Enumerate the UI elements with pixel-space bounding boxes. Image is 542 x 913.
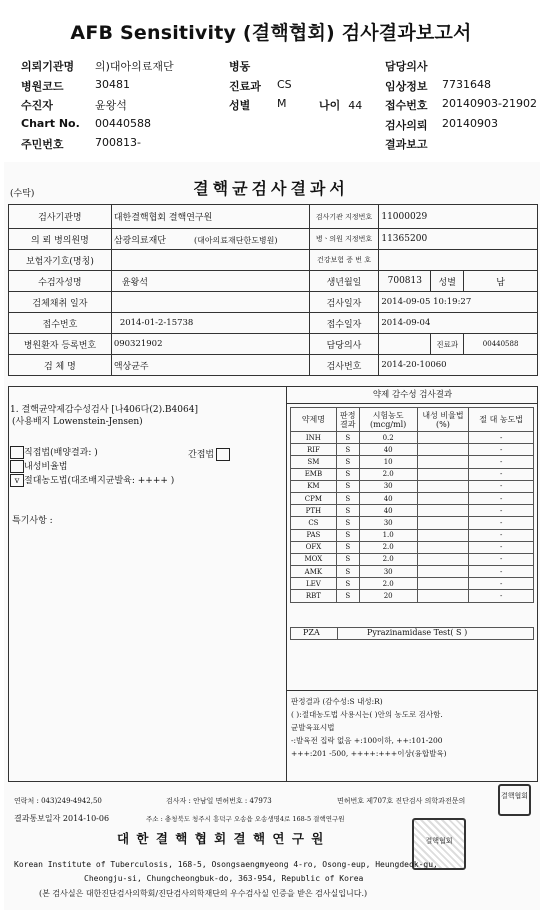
indirect-method-row — [188, 447, 230, 461]
drug-absolute: - — [469, 553, 534, 565]
direct-method-label: 직접법(배양결과: ) — [24, 448, 98, 458]
value-reception-no: 20140903-21902 — [442, 97, 537, 110]
legend-divider — [287, 690, 538, 691]
drug-table-caption: 약제 감수성 검사결과 — [287, 386, 538, 404]
value-hospital-code: 30481 — [95, 77, 130, 91]
footer-certification-note: (본 검사실은 대한진단검사의학회/진단검사의학재단의 우수검사실 인증을 받은 검사실입니다.) — [39, 889, 368, 898]
drug-name: CPM — [291, 492, 337, 504]
drug-resistance-ratio — [417, 492, 469, 504]
drug-resistance-ratio — [417, 444, 469, 456]
drug-resistance-ratio — [417, 553, 469, 565]
method-line1: 1. 결핵균약제감수성검사 [나406다(2).B4064] — [10, 405, 198, 415]
drug-judgement: S — [336, 553, 359, 565]
drug-concentration: 30 — [359, 566, 417, 578]
footer-english-2: Cheongju-si, Chungcheongbuk-do, 363-954, Republic of Korea — [84, 874, 364, 883]
drug-table-body — [291, 432, 534, 603]
cell-doctor-label: 담당의사 — [309, 334, 379, 355]
report-tag: (수탁) — [10, 189, 35, 199]
value-age: 44 — [348, 99, 363, 112]
drug-concentration: 40 — [359, 492, 417, 504]
drug-judgement: S — [336, 578, 359, 590]
pza-value: Pyrazinamidase Test( S ) — [367, 628, 468, 637]
label-result-report: 결과보고 — [385, 138, 428, 151]
resistance-method-checkbox[interactable] — [10, 460, 24, 473]
table-row — [9, 292, 538, 313]
cell-hospital-sub: (대아의료재단한도병원) — [193, 235, 278, 245]
value-clinical-info: 7731648 — [442, 77, 491, 91]
cell-birth-label: 생년월일 — [309, 271, 379, 292]
legend-line: +++:201 -500, ++++:+++이상(융합발육) — [291, 749, 447, 758]
drug-row — [291, 492, 534, 504]
header-concentration: 시험농도 (mcg/ml) — [359, 408, 417, 432]
drug-concentration: 10 — [359, 456, 417, 468]
drug-concentration: 2.0 — [359, 578, 417, 590]
institute-seal-text: 결핵협회 — [425, 837, 453, 845]
drug-row — [291, 480, 534, 492]
drug-resistance-ratio — [417, 541, 469, 553]
cell-sex-label: 성별 — [431, 271, 464, 292]
drug-resistance-ratio — [417, 578, 469, 590]
drug-name: RBT — [291, 590, 337, 602]
cell-sex-value: 남 — [464, 271, 538, 292]
footer-phone: 연락처 : 043)249-4942,50 — [14, 797, 102, 805]
cell-doctor-value — [379, 334, 431, 355]
footer-address: 주소 : 충청북도 청주시 흥덕구 오송읍 오송생명4로 168-5 결핵연구원 — [146, 815, 345, 823]
drug-row — [291, 553, 534, 565]
table-row — [9, 229, 538, 250]
legend-line: 균발육표시법 — [291, 723, 335, 732]
indirect-method-label: 간접법 — [188, 450, 215, 460]
cell-reception-value: 2014-01-2-15738 — [111, 313, 309, 334]
drug-name: LEV — [291, 578, 337, 590]
footer-english-1: Korean Institute of Tuberculosis, 168-5, Osongsaengmyeong 4-ro, Osong-eup, Heungdeok-gu, — [14, 860, 438, 869]
drug-judgement: S — [336, 590, 359, 602]
drug-concentration: 40 — [359, 505, 417, 517]
drug-concentration: 40 — [359, 444, 417, 456]
label-chart-no: Chart No. — [21, 116, 80, 130]
drug-absolute: - — [469, 480, 534, 492]
cell-lab-id-label: 검사기관 지정번호 — [309, 205, 379, 229]
cell-test-date-value: 2014-09-05 10:19:27 — [379, 292, 538, 313]
drug-name: AMK — [291, 566, 337, 578]
cell-insurer-label: 보험자기호(명칭) — [9, 250, 112, 271]
cell-patient-reg-label: 병원환자 등록번호 — [9, 334, 112, 355]
drug-absolute: - — [469, 432, 534, 444]
drug-absolute: - — [469, 578, 534, 590]
value-department: CS — [277, 77, 292, 91]
legend-line: -:발육전 집락 없음 +:100이하, ++:101-200 — [291, 736, 443, 745]
drug-table-header-row — [291, 408, 534, 432]
drug-concentration: 1.0 — [359, 529, 417, 541]
drug-row — [291, 468, 534, 480]
drug-resistance-ratio — [417, 529, 469, 541]
drug-judgement: S — [336, 541, 359, 553]
drug-row — [291, 529, 534, 541]
drug-name: PTH — [291, 505, 337, 517]
drug-name: EMB — [291, 468, 337, 480]
cell-lab-value: 대한결핵협회 결핵연구원 — [111, 205, 309, 229]
legend-line: 판정결과 (감수성:S 내성:R) — [291, 697, 383, 706]
value-request-date: 20140903 — [442, 116, 498, 130]
drug-absolute: - — [469, 505, 534, 517]
drug-judgement: S — [336, 505, 359, 517]
value-resident-no: 700813- — [95, 136, 141, 149]
drug-judgement: S — [336, 566, 359, 578]
drug-absolute: - — [469, 566, 534, 578]
drug-concentration: 30 — [359, 480, 417, 492]
direct-method-checkbox[interactable] — [10, 446, 24, 459]
drug-concentration: 2.0 — [359, 468, 417, 480]
method-line2: (사용배지 Lowenstein-Jensen) — [12, 417, 143, 427]
drug-absolute: - — [469, 590, 534, 602]
drug-resistance-ratio — [417, 590, 469, 602]
drug-name: RIF — [291, 444, 337, 456]
label-doctor: 담당의사 — [385, 60, 428, 73]
cell-name-label: 수검자성명 — [9, 271, 112, 292]
cell-hospital-id-label: 병ㆍ의원 지정번호 — [309, 229, 379, 250]
drug-absolute: - — [469, 444, 534, 456]
header-drug-name: 약제명 — [291, 408, 337, 432]
drug-row — [291, 432, 534, 444]
table-row — [9, 355, 538, 376]
cell-insurance-value — [379, 250, 538, 271]
drug-row — [291, 444, 534, 456]
drug-judgement: S — [336, 444, 359, 456]
header-resistance-ratio: 내성 비율법(%) — [417, 408, 469, 432]
patient-info-table — [8, 204, 538, 376]
drug-judgement: S — [336, 432, 359, 444]
cell-test-no-label: 검사번호 — [309, 355, 379, 376]
drug-resistance-ratio — [417, 456, 469, 468]
footer-inspector: 검사자 : 안남일 면허번호 : 47973 — [166, 797, 272, 805]
drug-row — [291, 456, 534, 468]
seal-text: 결핵협회 — [500, 792, 529, 800]
legend-line: ( ):절대농도법 사용시는( )안의 농도로 검사함. — [291, 710, 443, 719]
label-sex: 성별 — [229, 99, 251, 112]
section-divider — [286, 386, 287, 782]
drug-judgement: S — [336, 480, 359, 492]
cell-collect-value — [111, 292, 309, 313]
drug-resistance-ratio — [417, 505, 469, 517]
special-notes: 특기사항 : — [12, 516, 53, 526]
header-absolute-concentration: 절 대 농도법 — [469, 408, 534, 432]
scanned-report-title: 결핵균검사결과서 — [193, 179, 349, 198]
cell-hospital-value: 삼광의료재단 — [113, 235, 166, 246]
drug-resistance-ratio — [417, 566, 469, 578]
drug-name: INH — [291, 432, 337, 444]
drug-name: MOX — [291, 553, 337, 565]
cell-insurer-value — [111, 250, 309, 271]
drug-row — [291, 578, 534, 590]
cell-lab-id-value: 11000029 — [379, 205, 538, 229]
footer-organization: 대 한 결 핵 협 회 결 핵 연 구 원 — [117, 831, 325, 846]
drug-resistance-ratio — [417, 468, 469, 480]
label-age: 나이 — [319, 99, 341, 112]
cell-reception-date-label: 접수일자 — [309, 313, 379, 334]
cell-dept-value: 00440588 — [464, 334, 538, 355]
drug-name: OFX — [291, 541, 337, 553]
label-hospital-code: 병원코드 — [21, 79, 64, 93]
drug-absolute: - — [469, 492, 534, 504]
cell-collect-label: 검체채취 일자 — [9, 292, 112, 313]
value-institution: 의)대아의료재단 — [95, 60, 174, 73]
cell-patient-reg-value: 090321902 — [111, 334, 309, 355]
label-clinical-info: 임상정보 — [385, 79, 428, 93]
drug-concentration: 20 — [359, 590, 417, 602]
cell-insurance-label: 건강보험 증 번 호 — [309, 250, 379, 271]
pza-label: PZA — [303, 628, 320, 637]
drug-judgement: S — [336, 517, 359, 529]
label-department: 진료과 — [229, 79, 261, 93]
drug-name: SM — [291, 456, 337, 468]
drug-concentration: 0.2 — [359, 432, 417, 444]
value-sex: M — [277, 97, 287, 110]
header-left-column — [21, 58, 174, 156]
legend-block — [291, 695, 447, 760]
value-chart-no: 00440588 — [95, 116, 151, 130]
report-title: AFB Sensitivity (결핵협회) 검사결과보고서 — [70, 22, 472, 44]
drug-absolute: - — [469, 468, 534, 480]
label-ward: 병동 — [229, 60, 251, 73]
drug-judgement: S — [336, 468, 359, 480]
direct-method-row — [10, 445, 98, 459]
header-right-column — [385, 58, 537, 156]
director-seal — [498, 784, 531, 816]
footer-date: 결과통보일자 2014-10-06 — [14, 814, 110, 823]
drug-absolute: - — [469, 529, 534, 541]
pza-row — [290, 627, 534, 640]
footer-license: 면허번호 제707호 진단검사 의학과전문의 — [337, 797, 466, 805]
drug-absolute: - — [469, 456, 534, 468]
drug-judgement: S — [336, 492, 359, 504]
cell-reception-date-value: 2014-09-04 — [379, 313, 538, 334]
drug-susceptibility-table — [290, 407, 534, 603]
absolute-method-checkbox[interactable]: v — [10, 474, 24, 487]
cell-dept-label: 진료과 — [431, 334, 464, 355]
header-age — [319, 97, 362, 113]
table-row — [9, 313, 538, 334]
cell-hospital-label: 의 뢰 병의원명 — [9, 229, 112, 250]
cell-test-no-value: 2014-20-10060 — [379, 355, 538, 376]
cell-specimen-value: 액상균주 — [111, 355, 309, 376]
drug-resistance-ratio — [417, 480, 469, 492]
drug-name: KM — [291, 480, 337, 492]
drug-absolute: - — [469, 517, 534, 529]
drug-concentration: 2.0 — [359, 541, 417, 553]
indirect-method-checkbox[interactable] — [216, 448, 230, 461]
drug-row — [291, 517, 534, 529]
label-institution: 의뢰기관명 — [21, 60, 75, 73]
label-request-date: 검사의뢰 — [385, 118, 428, 132]
header-mid-column — [229, 58, 292, 117]
label-resident-no: 주민번호 — [21, 138, 64, 151]
absolute-method-label: 절대농도법(대조배지균발육: ++++ ) — [24, 476, 175, 486]
label-patient: 수진자 — [21, 99, 53, 112]
drug-name: CS — [291, 517, 337, 529]
header-judgement: 판정 결과 — [336, 408, 359, 432]
drug-concentration: 2.0 — [359, 553, 417, 565]
table-row — [9, 271, 538, 292]
label-reception-no: 접수번호 — [385, 99, 428, 112]
cell-test-date-label: 검사일자 — [309, 292, 379, 313]
drug-row — [291, 541, 534, 553]
resistance-method-label: 내성비율법 — [24, 462, 68, 472]
cell-name-value: 윤왕석 — [111, 271, 309, 292]
drug-judgement: S — [336, 456, 359, 468]
table-row — [9, 334, 538, 355]
drug-concentration: 30 — [359, 517, 417, 529]
cell-hospital-id-value: 11365200 — [379, 229, 538, 250]
table-row — [9, 205, 538, 229]
drug-absolute: - — [469, 541, 534, 553]
resistance-method-row — [10, 459, 67, 473]
table-row — [9, 250, 538, 271]
drug-row — [291, 590, 534, 602]
absolute-method-row — [10, 473, 174, 487]
drug-resistance-ratio — [417, 432, 469, 444]
drug-resistance-ratio — [417, 517, 469, 529]
drug-judgement: S — [336, 529, 359, 541]
cell-specimen-label: 검 체 명 — [9, 355, 112, 376]
drug-row — [291, 566, 534, 578]
drug-row — [291, 505, 534, 517]
drug-name: PAS — [291, 529, 337, 541]
cell-reception-label: 접수번호 — [9, 313, 112, 334]
value-patient: 윤왕석 — [95, 99, 127, 112]
cell-lab-label: 검사기관명 — [9, 205, 112, 229]
cell-birth-value: 700813 — [379, 271, 431, 292]
